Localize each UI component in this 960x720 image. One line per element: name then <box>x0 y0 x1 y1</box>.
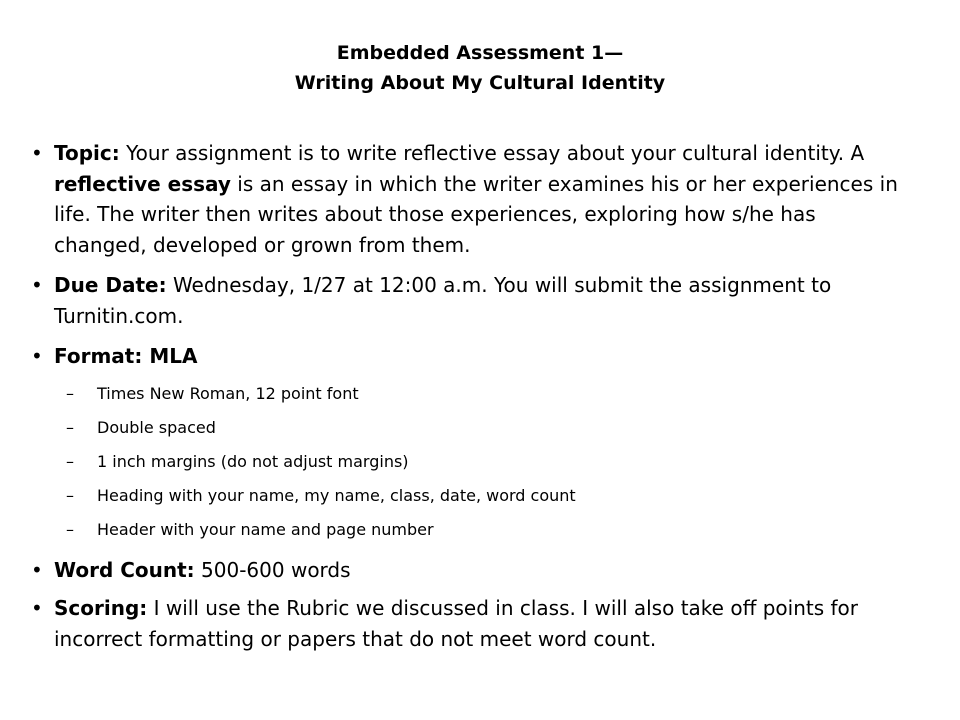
format-sub-item <box>0 479 960 513</box>
word-count-text: 500-600 words <box>194 557 351 582</box>
bullet-marker: • <box>31 273 43 297</box>
format-sub-item-text: 1 inch margins (do not adjust margins) <box>97 451 409 471</box>
slide-title <box>0 38 960 98</box>
bullet-list <box>0 138 960 654</box>
bullet-marker: • <box>31 557 43 582</box>
format-sub-item <box>0 377 960 411</box>
topic-text-1: Your assignment is to write reflective essay about your cultural identity. A <box>119 141 865 165</box>
title-line-2: Writing About My Cultural Identity <box>294 72 666 94</box>
bullet-word-count <box>0 555 904 586</box>
scoring-label: Scoring: <box>54 596 148 620</box>
dash-marker: – <box>66 485 74 505</box>
format-sub-item-text: Heading with your name, my name, class, date, word count <box>97 485 576 505</box>
bullet-marker: • <box>31 141 43 165</box>
format-sub-item <box>0 411 960 445</box>
title-line-1: Embedded Assessment 1— <box>336 42 624 64</box>
bullet-marker: • <box>31 596 43 620</box>
due-date-text: Wednesday, 1/27 at 12:00 a.m. You will submit the assignment to Turnitin.com. <box>54 273 832 328</box>
format-sub-item-text: Header with your name and page number <box>97 519 434 539</box>
format-sub-item-text: Double spaced <box>97 417 216 437</box>
topic-label: Topic: <box>54 141 120 165</box>
bullet-topic <box>0 138 904 260</box>
dash-marker: – <box>66 519 74 539</box>
word-count-label: Word Count: <box>54 557 195 582</box>
format-sub-item <box>0 513 960 547</box>
bullet-marker: • <box>31 344 43 368</box>
format-label: Format: MLA <box>54 344 198 368</box>
bullet-format <box>0 341 904 372</box>
dash-marker: – <box>66 451 74 471</box>
bullet-due-date <box>0 270 904 331</box>
dash-marker: – <box>66 383 74 403</box>
due-date-label: Due Date: <box>54 273 167 297</box>
format-sub-item <box>0 445 960 479</box>
bullet-scoring <box>0 593 904 654</box>
format-sub-list <box>0 377 960 547</box>
dash-marker: – <box>66 417 74 437</box>
reflective-essay-term: reflective essay <box>54 171 231 196</box>
topic-text-2: is an essay in which the writer examines his or her experiences in life. The writer then writes about those experiences, exploring how s/he has changed, developed or grown from them. <box>54 171 898 257</box>
format-sub-item-text: Times New Roman, 12 point font <box>97 383 359 403</box>
scoring-text: I will use the Rubric we discussed in class. I will also take off points for incorrect formatting or papers that do not meet word count. <box>54 596 858 651</box>
